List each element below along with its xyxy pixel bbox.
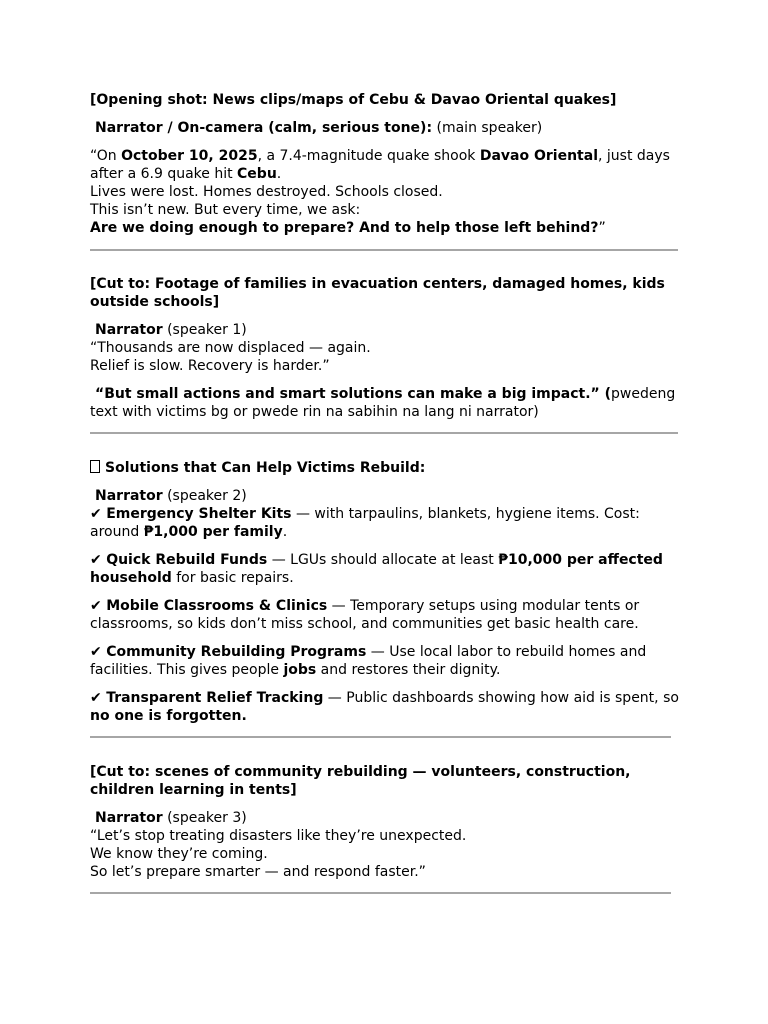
item-line xyxy=(90,569,680,587)
item-emphasis: jobs xyxy=(283,662,317,678)
narration-line: “Let’s stop treating disasters like they’re unexpected. xyxy=(90,828,467,844)
date-text: October 10, 2025 xyxy=(121,148,258,164)
solution-item xyxy=(90,597,680,633)
item-emphasis: ₱10,000 per affected xyxy=(498,552,663,568)
question-text: Are we doing enough to prepare? And to help those left behind? xyxy=(90,220,599,236)
item-line xyxy=(90,523,680,541)
item-text: — Public dashboards showing how aid is spent, so xyxy=(323,690,679,706)
item-line xyxy=(90,505,680,523)
item-title: Community Rebuilding Programs xyxy=(106,644,367,660)
item-text: — LGUs should allocate at least xyxy=(267,552,499,568)
heading-text: Solutions that Can Help Victims Rebuild: xyxy=(105,460,426,476)
divider xyxy=(90,892,671,894)
speaker-line xyxy=(90,487,680,505)
solution-item xyxy=(90,551,680,587)
scene-heading: [Opening shot: News clips/maps of Cebu & Davao Oriental quakes] xyxy=(90,92,617,108)
checkmark-icon: ✔ xyxy=(90,506,102,522)
script-document xyxy=(90,91,680,894)
item-text: around xyxy=(90,524,144,540)
divider xyxy=(90,736,671,738)
checkmark-icon: ✔ xyxy=(90,552,102,568)
item-line xyxy=(90,551,680,569)
speaker-line xyxy=(90,119,680,137)
text: ” xyxy=(598,220,606,236)
quote-text: “But small actions and smart solutions can make a big impact.” ( xyxy=(95,386,612,402)
checkmark-icon: ✔ xyxy=(90,598,102,614)
item-text: — with tarpaulins, blankets, hygiene items. Cost: xyxy=(291,506,640,522)
solution-item xyxy=(90,689,680,725)
divider xyxy=(90,432,678,434)
solution-item xyxy=(90,643,680,679)
narrator-note: (speaker 3) xyxy=(167,810,247,826)
note-text: pwedeng xyxy=(611,386,676,402)
item-title: Transparent Relief Tracking xyxy=(106,690,324,706)
scene-evacuation xyxy=(90,275,680,421)
scene-solutions xyxy=(90,459,680,725)
scene-opening xyxy=(90,91,680,237)
scene-heading: children learning in tents] xyxy=(90,782,297,798)
narration-line: Relief is slow. Recovery is harder.” xyxy=(90,358,330,374)
item-emphasis: household xyxy=(90,570,172,586)
text: “On xyxy=(90,148,122,164)
item-line: no one is forgotten. xyxy=(90,708,247,724)
narration-line xyxy=(90,165,680,183)
missing-glyph-icon xyxy=(90,460,100,473)
text: , a 7.4-magnitude quake shook xyxy=(257,148,480,164)
item-title: Emergency Shelter Kits xyxy=(106,506,292,522)
text: , just days xyxy=(598,148,670,164)
item-title: Quick Rebuild Funds xyxy=(106,552,268,568)
checkmark-icon: ✔ xyxy=(90,644,102,660)
scene-heading: [Cut to: Footage of families in evacuation centers, damaged homes, kids xyxy=(90,276,665,292)
narration-line: This isn’t new. But every time, we ask: xyxy=(90,202,361,218)
item-line xyxy=(90,597,680,615)
place-text: Cebu xyxy=(237,166,277,182)
narration-line xyxy=(90,219,680,237)
narration-line: We know they’re coming. xyxy=(90,846,268,862)
scene-heading xyxy=(90,459,680,477)
speaker-line xyxy=(90,321,680,339)
narration-line: “Thousands are now displaced — again. xyxy=(90,340,371,356)
speaker-line xyxy=(90,809,680,827)
checkmark-icon: ✔ xyxy=(90,690,102,706)
item-line xyxy=(90,689,680,707)
text: . xyxy=(276,166,282,182)
item-line xyxy=(90,661,680,679)
narrator-note: (speaker 1) xyxy=(167,322,247,338)
item-title: Mobile Classrooms & Clinics xyxy=(106,598,328,614)
item-text: . xyxy=(282,524,288,540)
narration-line: So let’s prepare smarter — and respond faster.” xyxy=(90,864,426,880)
note-line: text with victims bg or pwede rin na sabihin na lang ni narrator) xyxy=(90,404,539,420)
item-text: facilities. This gives people xyxy=(90,662,284,678)
divider xyxy=(90,249,678,251)
item-text: — Use local labor to rebuild homes and xyxy=(366,644,647,660)
quote-line xyxy=(90,385,680,403)
scene-heading: [Cut to: scenes of community rebuilding — volunteers, construction, xyxy=(90,764,631,780)
narrator-note: (speaker 2) xyxy=(167,488,247,504)
item-text: for basic repairs. xyxy=(171,570,294,586)
item-emphasis: ₱1,000 per family xyxy=(143,524,283,540)
item-text: and restores their dignity. xyxy=(316,662,501,678)
narration-line xyxy=(90,147,680,165)
item-text: — Temporary setups using modular tents or xyxy=(327,598,640,614)
narrator-label: Narrator xyxy=(95,810,163,826)
item-line xyxy=(90,643,680,661)
narrator-note: (main speaker) xyxy=(436,120,543,136)
narrator-label: Narrator xyxy=(95,322,163,338)
scene-rebuilding xyxy=(90,763,680,881)
narrator-label: Narrator xyxy=(95,488,163,504)
item-line: classrooms, so kids don’t miss school, and communities get basic health care. xyxy=(90,616,639,632)
text: after a 6.9 quake hit xyxy=(90,166,238,182)
solution-item xyxy=(90,505,680,541)
scene-heading: outside schools] xyxy=(90,294,220,310)
narrator-label: Narrator / On-camera (calm, serious tone): xyxy=(95,120,433,136)
narration-line: Lives were lost. Homes destroyed. Schools closed. xyxy=(90,184,443,200)
place-text: Davao Oriental xyxy=(479,148,598,164)
